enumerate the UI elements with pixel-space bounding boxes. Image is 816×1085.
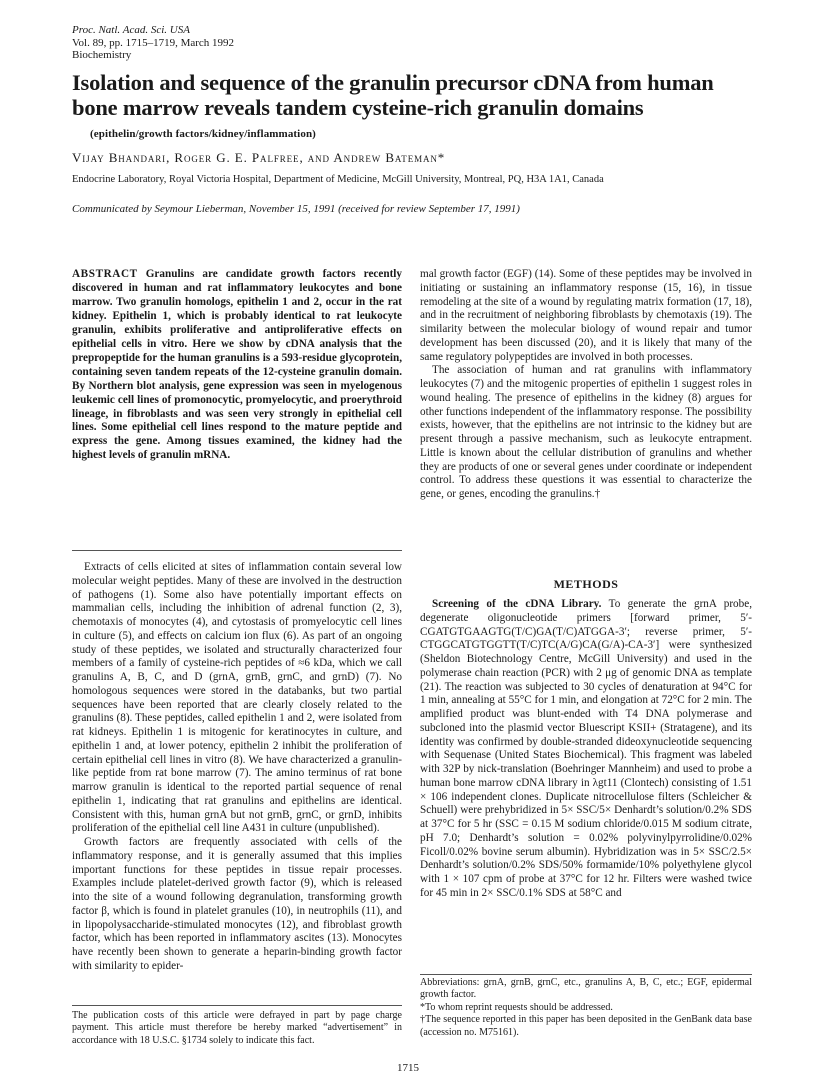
- left-column-body: [72, 561, 402, 974]
- paragraph: The association of human and rat granulins with inflammatory leukocytes (7) and the mitogenic properties of epithelin 1 suggest roles in wound healing. The presence of epithelins in the kidney (8) argues for other functions independent of the inflammatory response. The possibility exists, however, that the epithelins are not intrinsic to the kidney but are present through a passive mechanism, such as leukocyte entrapment. Little is known about the cellular distribution of granulins and whether they are products of one or several genes under coordinate or independent control. To address these questions it was essential to characterize the gene, or genes, encoding the granulins.†: [420, 364, 752, 500]
- paragraph: Growth factors are frequently associated with cells of the inflammatory response, and it is generally assumed that this implies important functions for these peptides in tissue repair processes. Examples include platelet-derived growth factor (9), which is released into the site of a wound following degranulation, transforming growth factor β, which is found in platelet granules (10), in neutrophils (11), and in lipopolysaccharide-stimulated monocytes (12), and fibroblast growth factor, which has been reported in inflammatory ascites (13). Monocytes have recently been shown to generate a heparin-binding growth factor with similarity to epider-: [72, 836, 402, 972]
- journal-name: Proc. Natl. Acad. Sci. USA: [72, 24, 190, 36]
- abstract-label: ABSTRACT: [72, 268, 138, 280]
- footnotes: [420, 977, 752, 1039]
- keywords: (epithelin/growth factors/kidney/inflammation): [90, 128, 316, 140]
- publication-cost-footnote: The publication costs of this article were defrayed in part by page charge payment. This article must therefore be hereby marked “advertisement” in accordance with 18 U.S.C. §1734 solely to indicate this fact.: [72, 1010, 402, 1046]
- article-title: Isolation and sequence of the granulin precursor cDNA from human bone marrow reveals tandem cysteine-rich granulin domains: [72, 70, 714, 120]
- abstract-text: Granulins are candidate growth factors recently discovered in human and rat inflammatory leukocytes and bone marrow. Two granulin homologs, epithelin 1 and 2, occur in the rat kidney. Epithelin 1, which is probably identical to rat leukocyte granulin, exhibits proliferative and antiproliferative effects on epithelial cells in vitro. Here we show by cDNA analysis that the prepropeptide for the human granulins is a 593-residue glycoprotein, containing seven tandem repeats of the 12-cysteine granulin domain. By Northern blot analysis, gene expression was seen in myelogenous leukemic cell lines of promonocytic, promyelocytic, and proerythroid lineage, in fibroblasts and was seen very strongly in epithelial cell lines. Some epithelial cell lines respond to the mature peptide and express the gene. Among tissues examined, the kidney had the highest levels of granulin mRNA.: [72, 268, 402, 462]
- journal-section: Biochemistry: [72, 49, 132, 61]
- methods-text: To generate the grnA probe, degenerate oligonucleotide primers [forward primer, 5′-CGATGTGAAGTG(T/C)GA(T/C)ATGGA-3′; reverse primer, 5′-CTGGCATGTGGTT(T/C)TC(A/G)CA(G/A)-CA-3′] were synthesized (Sheldon Biotechnology Centre, McGill University) and used in the polymerase chain reaction (PCR) with 2 μg of genomic DNA as template (21). The reaction was subjected to 30 cycles of denaturation at 94°C for 1 min, annealing at 55°C for 1 min, and elongation at 72°C for 2 min. The amplified product was blunt-ended with T4 DNA polymerase and subcloned into the plasmid vector Bluescript KSII+ (Stratagene), and its identity was confirmed by double-stranded dideoxynucleotide sequencing with Sequenase (United States Biochemical). This fragment was labeled with 32P by nick-translation (Boehringer Mannheim) and used to probe a human bone marrow cDNA library in λgt11 (Clontech) consisting of 1.51 × 106 independent clones. Duplicate nitrocellulose filters (Schleicher & Schuell) were prehybridized in 5× SSC/5× Denhardt’s solution/0.2% SDS at 37°C for 5 hr (SSC = 0.15 M sodium chloride/0.015 M sodium citrate, pH 7.0; Denhardt’s solution = 0.02% polyvinylpyrrolidine/0.02% Ficoll/0.02% bovine serum albumin). Hybridization was in 5× SSC/2.5× Denhardt’s solution/0.2% SDS/50% formamide/10% polyethylene glycol with 1 × 107 cpm of probe at 37°C for 12 hr. Filters were washed twice for 45 min in 2× SSC/0.1% SDS at 58°C and: [420, 598, 753, 899]
- footnote-correspondence: *To whom reprint requests should be addressed.: [420, 1001, 613, 1013]
- communicated-by: Communicated by Seymour Lieberman, November 15, 1991 (received for review September 17, 1991): [72, 203, 520, 215]
- right-column-body: [420, 268, 752, 502]
- footnote-divider-left: [72, 1005, 402, 1006]
- journal-header: [72, 24, 234, 62]
- footnote-abbreviations: Abbreviations: grnA, grnB, grnC, etc., granulins A, B, C, etc.; EGF, epidermal growth factor.: [420, 977, 752, 1001]
- abstract-divider: [72, 550, 402, 551]
- journal-volume: Vol. 89, pp. 1715–1719, March 1992: [72, 36, 235, 49]
- authors: Vijay Bhandari, Roger G. E. Palfree, and Andrew Bateman*: [72, 150, 446, 165]
- affiliation: Endocrine Laboratory, Royal Victoria Hospital, Department of Medicine, McGill University, Montreal, PQ, H3A 1A1, Canada: [72, 174, 604, 185]
- paragraph: mal growth factor (EGF) (14). Some of these peptides may be involved in initiating or sustaining an inflammatory response (15, 16), in tissue remodeling at the site of a wound by regulating matrix formation (17, 18), and in the recruitment of neighboring fibroblasts by chemotaxis (19). The similarity between the molecular biology of wound repair and tumor development has been discussed (20), and it is likely that many of the same regulatory polypeptides are involved in both processes.: [420, 268, 752, 363]
- footnote-divider-right: [420, 974, 752, 975]
- methods-subheading: Screening of the cDNA Library.: [432, 598, 602, 610]
- methods-heading: METHODS: [553, 577, 619, 591]
- methods-section: [420, 598, 752, 901]
- footnote-genbank: †The sequence reported in this paper has been deposited in the GenBank data base (accession no. M75161).: [420, 1014, 752, 1038]
- page-number: 1715: [397, 1062, 419, 1074]
- paragraph: Extracts of cells elicited at sites of inflammation contain several low molecular weight peptides. Many of these are involved in the destruction of pathogens (1). Some also have potentially important effects on mammalian cells, including the inhibition of adrenal function (2, 3), chemotaxis of monocytes (4), and cytostasis of promyelocytic cell lines in culture (5), and effects on calcium ion flux (6). As part of an ongoing study of these peptides, we isolated and structurally characterized four members of a family of cysteine-rich peptides of ≈6 kDa, which we call granulins A, B, C, and D (grnA, grnB, grnC, and grnD) (7). No homologous sequences were stored in the databanks, but two partial sequences have been reported that are clearly closely related to the granulins (8). These peptides, called epithelin 1 and 2, were isolated from rat kidneys. Epithelin 1 is mitogenic for keratinocytes in culture, and epithelin 1 and, at lower potency, epithelin 2 inhibit the proliferation of certain epithelial cell lines in vitro (8). We have characterized a granulin-like peptide from rat bone marrow (7). The amino terminus of rat bone marrow granulin is identical to the reported partial sequence of renal epithelin 1, indicating that rat granulins and epithelins are identical. Consistent with this, human grnA but not grnB, grnC, or grnD, inhibits proliferation of the epithelial cell line A431 in culture (unpublished).: [72, 561, 402, 835]
- abstract: [72, 268, 402, 463]
